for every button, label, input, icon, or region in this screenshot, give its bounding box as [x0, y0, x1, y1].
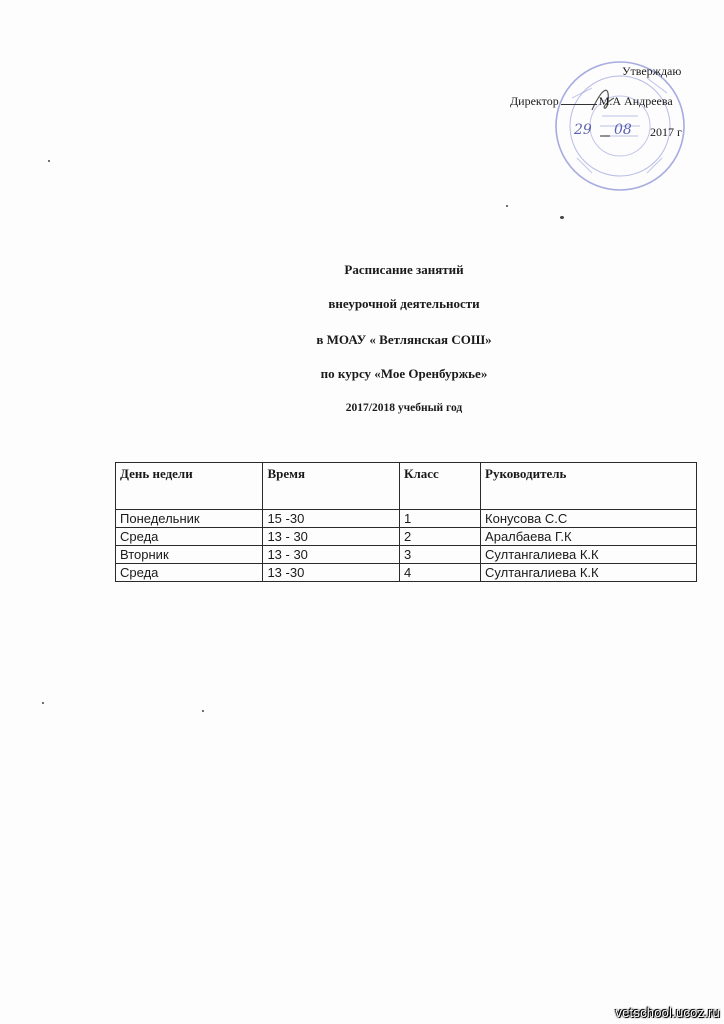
cell-time: 13 - 30: [263, 528, 400, 546]
column-header-class: Класс: [400, 463, 481, 510]
scan-speck: [506, 205, 508, 207]
handwritten-date: [570, 118, 650, 140]
director-name: М.А Андреева: [598, 94, 673, 108]
scan-speck: [48, 160, 50, 162]
cell-teacher: Султангалиева К.К: [481, 564, 697, 582]
approval-director-line: [510, 94, 673, 109]
cell-time: 13 - 30: [263, 546, 400, 564]
approval-title: Утверждаю: [622, 64, 682, 78]
site-watermark: vetschool.ucoz.ru: [615, 1005, 720, 1020]
cell-day: Среда: [116, 564, 263, 582]
cell-class: 2: [400, 528, 481, 546]
cell-time: 15 -30: [263, 510, 400, 528]
schedule-title: Расписание занятий: [344, 262, 464, 277]
course-name: по курсу «Мое Оренбуржье»: [320, 366, 488, 381]
schedule-table: [115, 462, 697, 582]
scan-speck: [42, 702, 44, 704]
cell-time: 13 -30: [263, 564, 400, 582]
scan-speck: [560, 216, 564, 219]
cell-day: Вторник: [116, 546, 263, 564]
cell-day: Среда: [116, 528, 263, 546]
table-row: [116, 546, 697, 564]
scan-speck: [202, 710, 204, 712]
column-header-time: Время: [263, 463, 400, 510]
table-row: [116, 528, 697, 546]
column-header-teacher: Руководитель: [481, 463, 697, 510]
column-header-day: День недели: [116, 463, 263, 510]
svg-text:29: 29: [574, 122, 592, 138]
cell-teacher: Аралбаева Г.К: [481, 528, 697, 546]
table-row: [116, 564, 697, 582]
director-label: Директор: [510, 94, 559, 108]
cell-class: 4: [400, 564, 481, 582]
cell-day: Понедельник: [116, 510, 263, 528]
table-header-row: [116, 463, 697, 510]
academic-year: 2017/2018 учебный год: [345, 402, 463, 414]
cell-teacher: Конусова С.С: [481, 510, 697, 528]
cell-class: 1: [400, 510, 481, 528]
cell-class: 3: [400, 546, 481, 564]
table-row: [116, 510, 697, 528]
signature-blank: [561, 104, 597, 105]
school-name: в МОАУ « Ветлянская СОШ»: [316, 332, 492, 347]
approval-date: [650, 125, 682, 140]
svg-text:08: 08: [614, 122, 632, 138]
schedule-subtitle: внеурочной деятельности: [328, 296, 480, 311]
cell-teacher: Султангалиева К.К: [481, 546, 697, 564]
approval-date-year: 2017 г: [650, 125, 682, 139]
